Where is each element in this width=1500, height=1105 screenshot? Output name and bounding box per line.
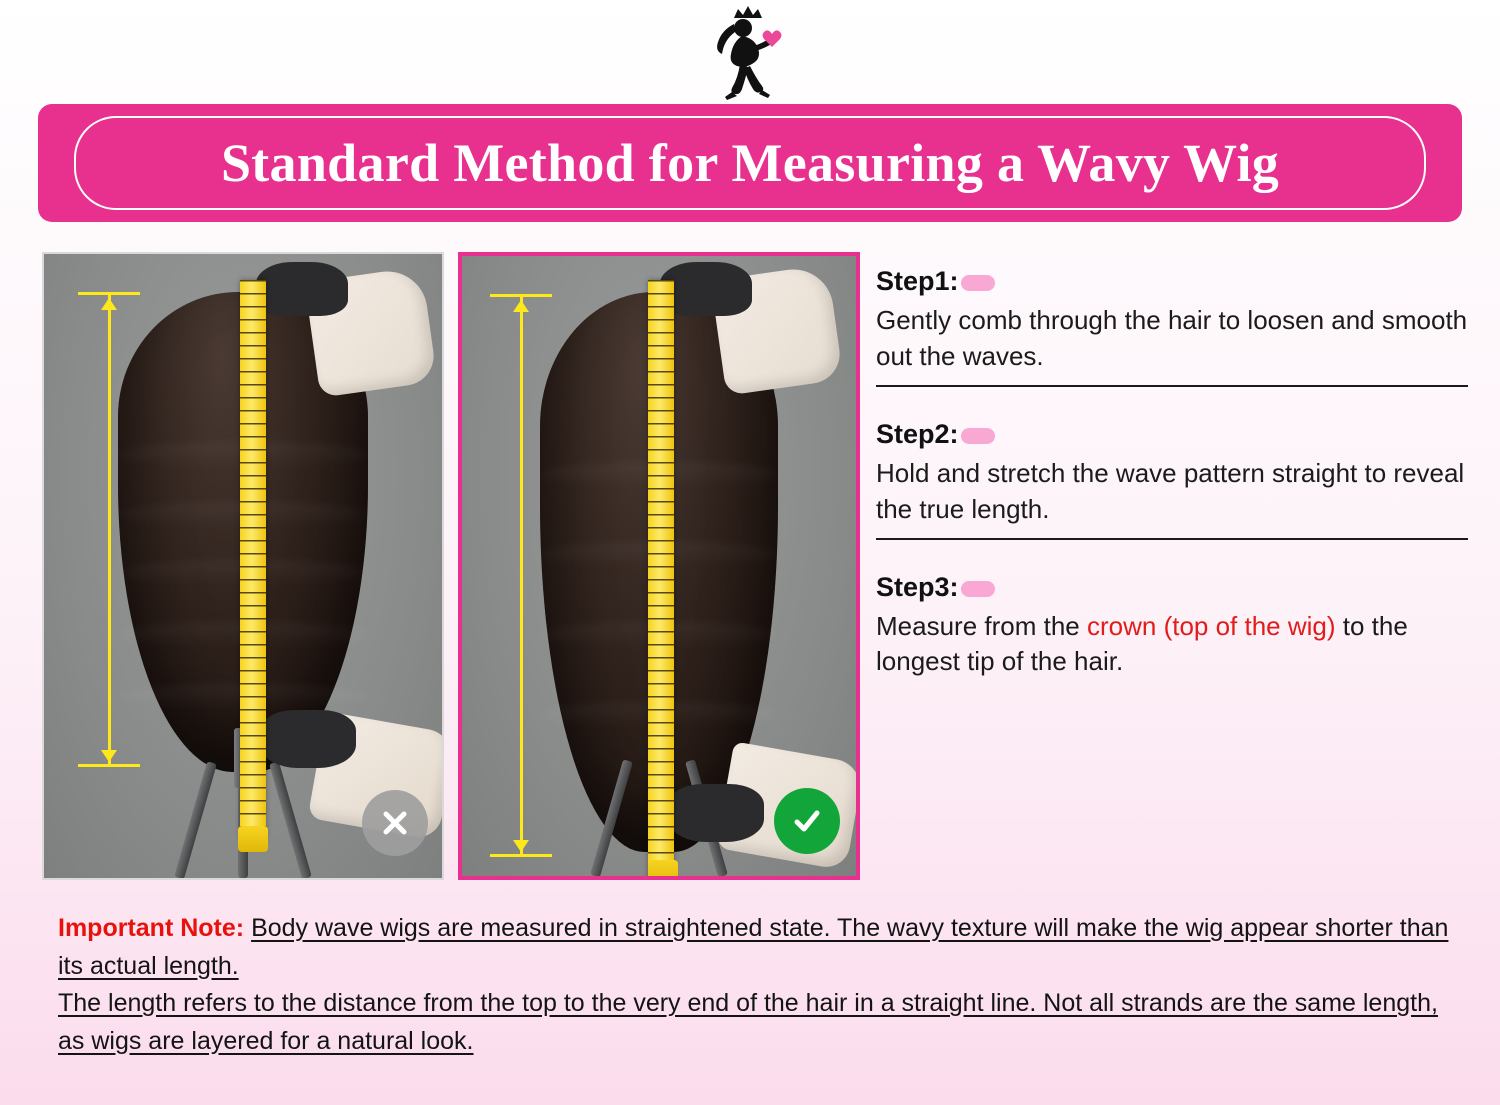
gloved-hand-top <box>256 262 348 316</box>
step-3-body <box>876 609 1468 681</box>
step-3-body-highlight: crown (top of the wig) <box>1086 610 1336 641</box>
length-indicator-top-cap <box>490 294 552 297</box>
length-indicator-arrow-down <box>513 840 529 852</box>
step-1-body: Gently comb through the hair to loosen and smooth out the waves. <box>876 305 1468 371</box>
gloved-hand-bottom <box>668 784 764 842</box>
check-icon <box>774 788 840 854</box>
length-indicator-arrow-down <box>101 750 117 762</box>
cross-icon <box>362 790 428 856</box>
mascot-illustration <box>680 4 820 114</box>
step-1-heading <box>876 266 959 297</box>
measuring-tape-end <box>648 860 678 880</box>
important-note-label: Important Note: <box>58 914 245 942</box>
step-3-body-post: to the longest tip of the hair. <box>876 610 1408 677</box>
length-indicator-bottom-cap <box>490 854 552 857</box>
length-indicator-arrow-up <box>101 298 117 310</box>
step-1-divider <box>876 385 1468 387</box>
title-banner <box>38 104 1462 222</box>
incorrect-measurement-photo <box>42 252 444 880</box>
length-indicator-line <box>108 294 111 764</box>
step-3-body-pre: Measure from the <box>876 610 1087 641</box>
page-title: Standard Method for Measuring a Wavy Wig <box>220 133 1280 193</box>
step-2-heading-pill <box>961 428 995 444</box>
length-indicator-arrow-up <box>513 300 529 312</box>
step-3-heading-pill <box>961 581 995 597</box>
step-3-heading-label: Step3: <box>876 571 959 602</box>
step-2-heading-label: Step2: <box>876 418 959 449</box>
step-2 <box>876 401 1468 554</box>
correct-measurement-photo <box>458 252 860 880</box>
measuring-tape-end <box>238 826 268 852</box>
steps-list <box>876 266 1468 694</box>
length-indicator-bottom-cap <box>78 764 140 767</box>
important-note-line-2: The length refers to the distance from the top to the very end of the hair in a straight line. Not all strands are the same length, as wigs are layered for a natural look. <box>58 989 1438 1055</box>
important-note-line-1: Body wave wigs are measured in straightened state. The wavy texture will make the wig appear shorter than its actual length. <box>58 914 1449 980</box>
length-indicator-top-cap <box>78 292 140 295</box>
length-indicator-line <box>520 296 523 856</box>
step-3-heading <box>876 572 959 603</box>
important-note <box>58 910 1458 1060</box>
step-1-heading-pill <box>961 275 995 291</box>
gloved-hand-bottom <box>260 710 356 768</box>
step-1-heading-label: Step1: <box>876 266 959 296</box>
step-2-divider <box>876 538 1468 540</box>
step-3 <box>876 554 1468 695</box>
step-1 <box>876 266 1468 401</box>
step-2-heading <box>876 419 959 450</box>
measuring-tape <box>240 280 266 840</box>
step-2-body: Hold and stretch the wave pattern straight to reveal the true length. <box>876 457 1465 524</box>
title-banner-frame <box>74 116 1426 210</box>
measuring-tape <box>648 280 674 880</box>
